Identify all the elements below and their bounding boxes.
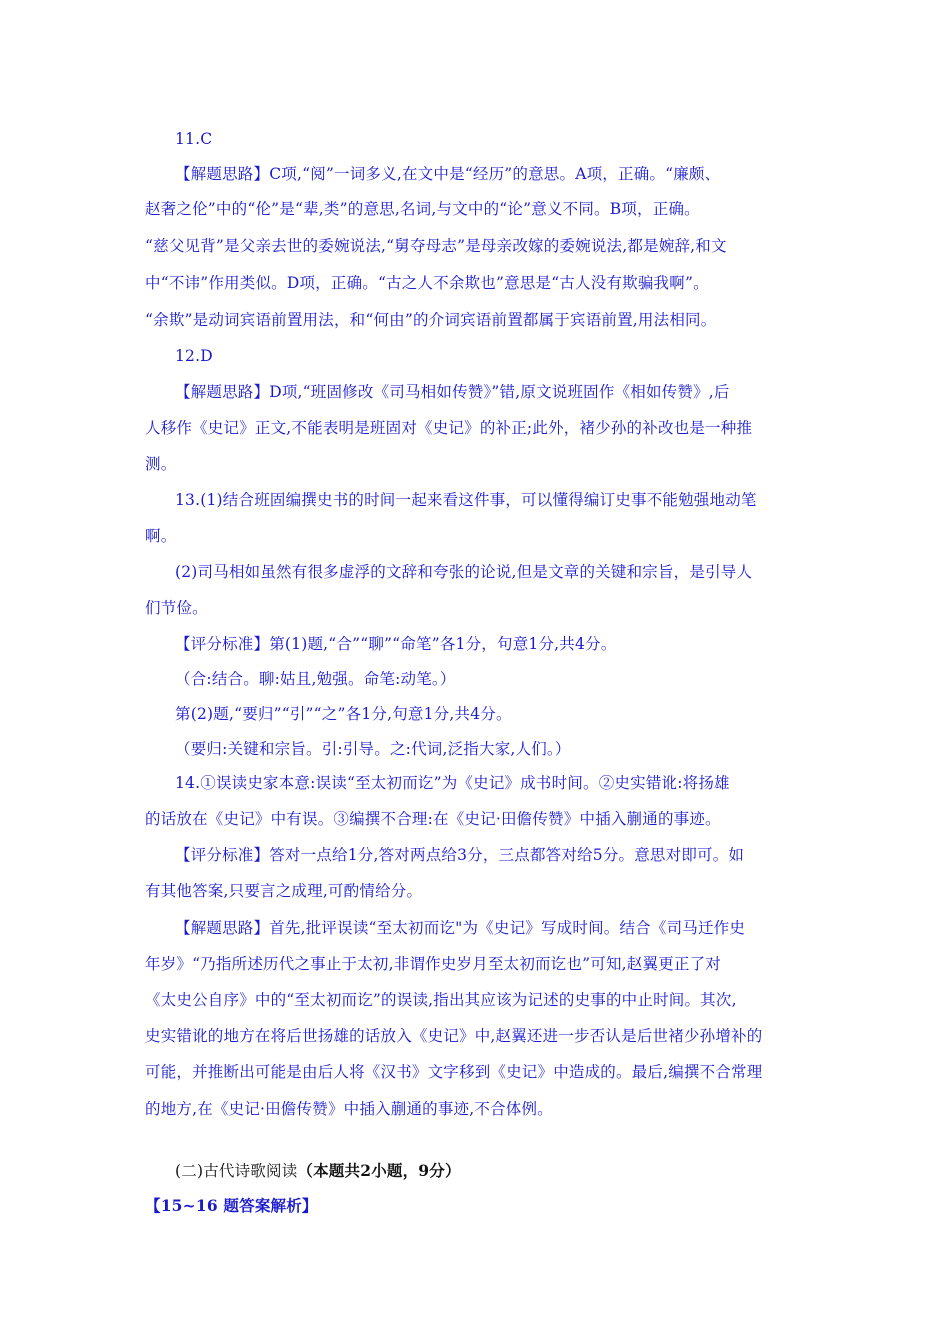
answer-11-number: 11.C (175, 130, 213, 148)
answer-13-line: (2)司马相如虽然有很多虚浮的文辞和夸张的论说,但是文章的关键和宗旨，是引导人 (175, 563, 753, 581)
answer-13-scoring-line: （要归:关键和宗旨。引:引导。之:代词,泛指大家,人们。） (175, 740, 571, 758)
section-heading (175, 1161, 461, 1181)
answer-13-line: 们节俭。 (145, 599, 208, 617)
answer-13-line: 13.(1)结合班固编撰史书的时间一起来看这件事，可以懂得编订史事不能勉强地动笔 (175, 491, 757, 509)
answer-13-scoring-line: （合:结合。聊:姑且,勉强。命笔:动笔。） (175, 670, 456, 688)
answer-14-line: 14.①误读史家本意:误读“至太初而讫”为《史记》成书时间。②史实错讹:将扬雄 (175, 774, 730, 792)
answer-14-scoring-line: 【评分标准】答对一点给1分,答对两点给3分，三点都答对给5分。意思对即可。如 (175, 846, 745, 864)
answer-14-line: 的话放在《史记》中有误。③编撰不合理:在《史记·田儋传赞》中插入蒯通的事迹。 (145, 810, 721, 828)
section-note: （本题共2小题，9分） (297, 1161, 461, 1180)
answer-11-analysis-line: 赵奢之伦”中的“伦”是“辈,类”的意思,名词,与文中的“论”意义不同。B项，正确。 (145, 200, 700, 218)
answer-13-scoring-line: 第(2)题,“要归”“引”“之”各1分,句意1分,共4分。 (175, 705, 512, 723)
answer-14-analysis-line: 史实错讹的地方在将后世扬雄的话放入《史记》中,赵翼还进一步否认是后世褚少孙增补的 (145, 1027, 763, 1045)
answer-13-line: 啊。 (145, 527, 177, 545)
answer-12-number: 12.D (175, 347, 213, 365)
answer-11-analysis-line: “余欺”是动词宾语前置用法，和“何由”的介词宾语前置都属于宾语前置,用法相同。 (145, 311, 717, 329)
answer-14-analysis-line: 可能，并推断出可能是由后人将《汉书》文字移到《史记》中造成的。最后,编撰不合常理 (145, 1063, 763, 1081)
answer-12-analysis-line: 【解题思路】D项,“班固修改《司马相如传赞》”错,原文说班固作《相如传赞》,后 (175, 383, 730, 401)
section-label: 【15~16 题答案解析】 (145, 1196, 318, 1215)
answer-12-analysis-line: 人移作《史记》正文,不能表明是班固对《史记》的补正;此外，褚少孙的补改也是一种推 (145, 419, 753, 437)
answer-11-analysis-line: 【解题思路】C项,“阅”一词多义,在文中是“经历”的意思。A项，正确。“廉颇、 (175, 165, 721, 183)
answer-14-analysis-line: 的地方,在《史记·田儋传赞》中插入蒯通的事迹,不合体例。 (145, 1100, 553, 1118)
answer-13-scoring-line: 【评分标准】第(1)题,“合”“聊”“命笔”各1分，句意1分,共4分。 (175, 635, 617, 653)
answer-11-analysis-line: 中“不讳”作用类似。D项，正确。“古之人不余欺也”意思是“古人没有欺骗我啊”。 (145, 274, 709, 292)
answer-14-analysis-line: 《太史公自序》中的“至太初而讫”的误读,指出其应该为记述的史事的中止时间。其次, (145, 991, 737, 1009)
answer-12-analysis-line: 测。 (145, 455, 177, 473)
answer-14-analysis-line: 【解题思路】首先,批评误读“至太初而讫"为《史记》写成时间。结合《司马迁作史 (175, 919, 746, 937)
answer-14-analysis-line: 年岁》“乃指所述历代之事止于太初,非谓作史岁月至太初而讫也”可知,赵翼更正了对 (145, 955, 722, 973)
answer-14-scoring-line: 有其他答案,只要言之成理,可酌情给分。 (145, 882, 423, 900)
answer-11-analysis-line: “慈父见背”是父亲去世的委婉说法,“舅夺母志”是母亲改嫁的委婉说法,都是婉辞,和文 (145, 237, 727, 255)
section-title: (二)古代诗歌阅读 (175, 1162, 298, 1180)
